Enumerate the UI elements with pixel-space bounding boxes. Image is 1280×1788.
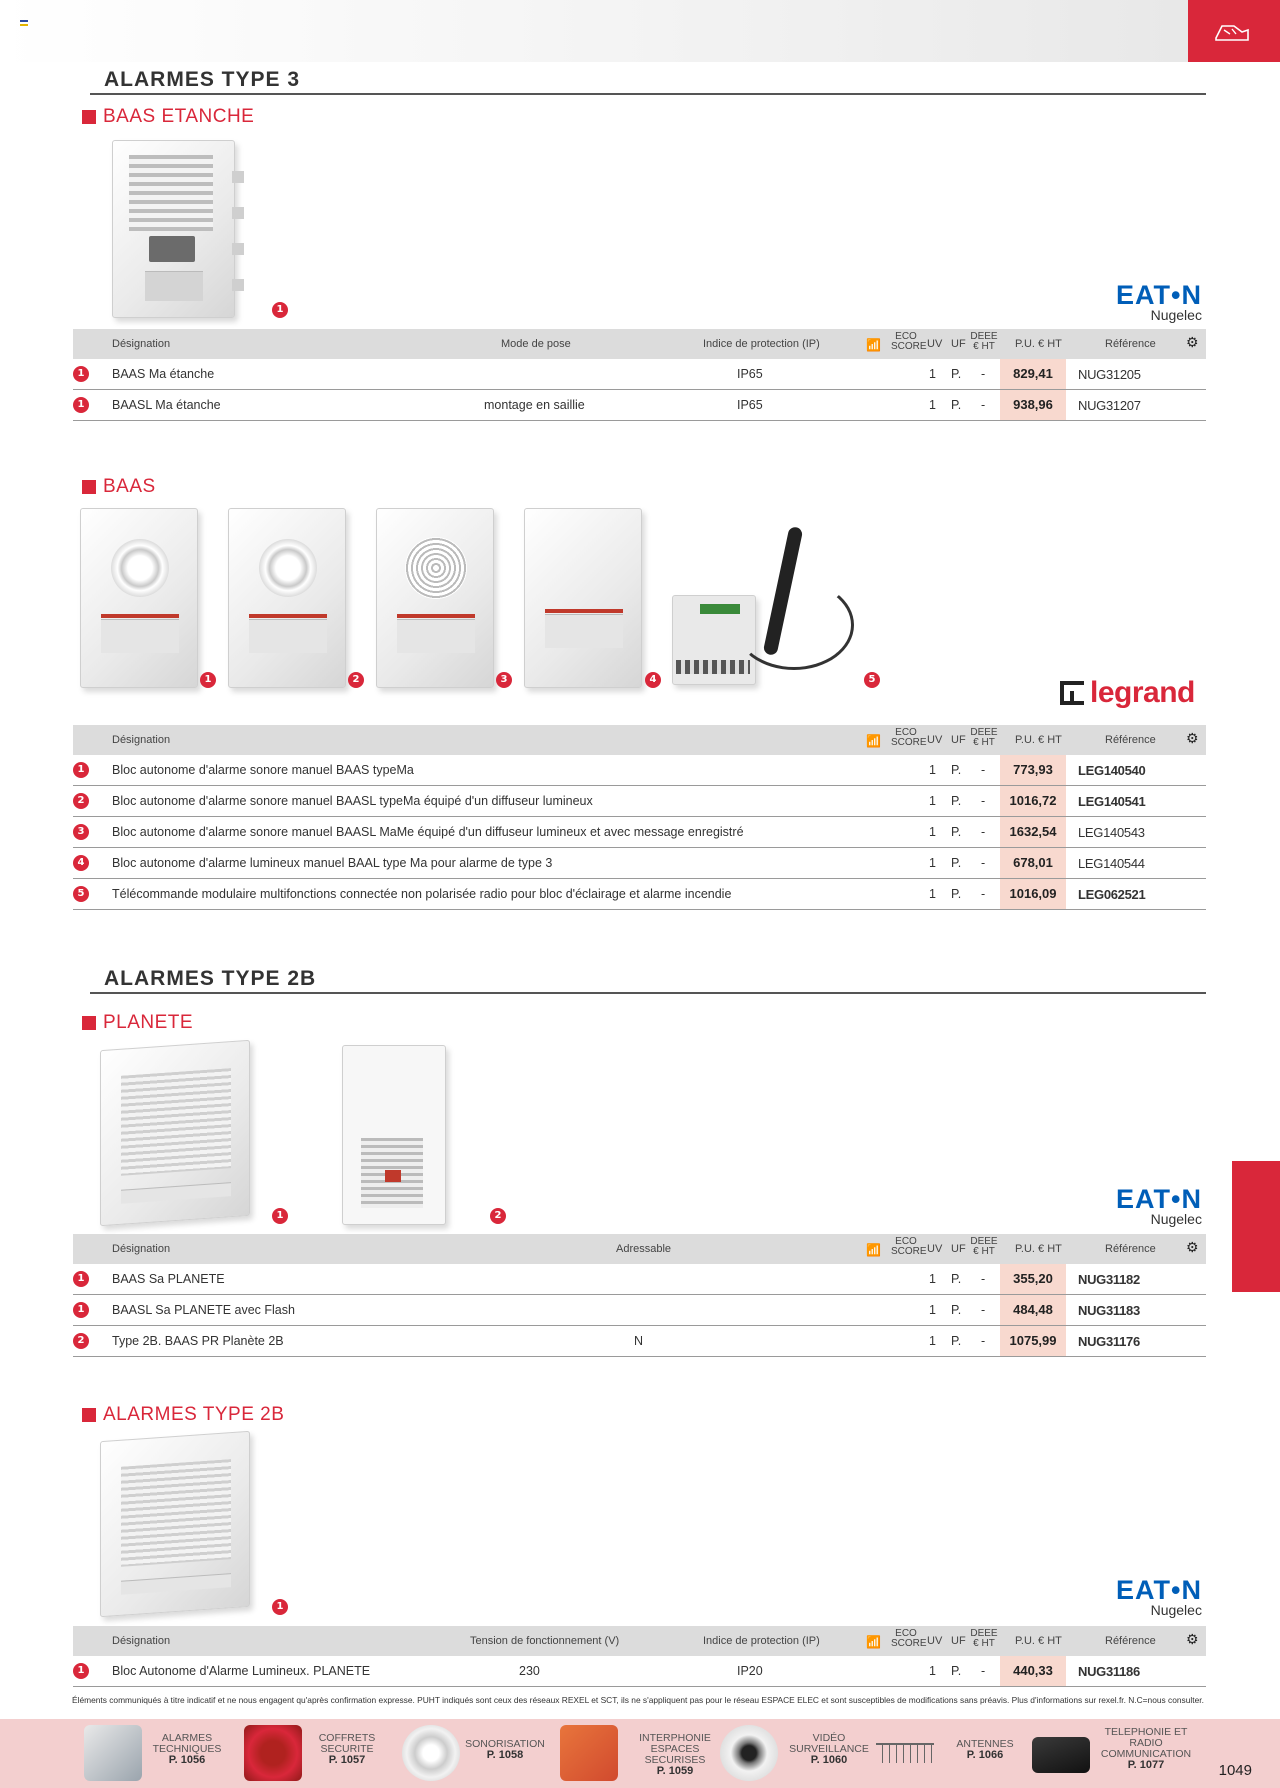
image-number-badge: 1 bbox=[272, 1599, 288, 1615]
product-image-remote-module bbox=[670, 520, 860, 690]
product-image-type2b bbox=[100, 1431, 250, 1617]
intercom-icon bbox=[560, 1725, 618, 1781]
price-cell: 1632,54 bbox=[1000, 817, 1066, 847]
table-row[interactable]: 3 Bloc autonome d'alarme sonore manuel BAASL MaMe équipé d'un diffuseur lumineux et avec message enregistré 1 P. - 1632,54 LEG140543 bbox=[73, 817, 1206, 848]
image-number-badge: 1 bbox=[200, 672, 216, 688]
price-cell: 678,01 bbox=[1000, 848, 1066, 878]
settings-gear-icon[interactable]: ⚙ bbox=[1186, 1239, 1199, 1255]
table-header: Désignation Adressable 📶 ECO SCORE UV UF DEEE € HT P.U. € HT Référence ⚙ bbox=[73, 1234, 1206, 1264]
section-title: ALARMES TYPE 3 bbox=[104, 68, 301, 91]
table-row[interactable]: 1 BAASL Sa PLANETE avec Flash 1 P. - 484,48 NUG31183 bbox=[73, 1295, 1206, 1326]
eaton-logo: EAT•N Nugelec bbox=[1116, 280, 1202, 323]
telephone-icon bbox=[1032, 1737, 1090, 1773]
page-number: 1049 bbox=[1218, 1762, 1252, 1779]
image-number-badge: 1 bbox=[272, 1208, 288, 1224]
table-row[interactable]: 2 Bloc autonome d'alarme sonore manuel BAASL typeMa équipé d'un diffuseur lumineux 1 P. - 1016,72 LEG140541 bbox=[73, 786, 1206, 817]
wifi-icon: 📶 bbox=[866, 1635, 881, 1649]
category-tab[interactable] bbox=[1188, 0, 1280, 62]
table-row[interactable]: 4 Bloc autonome d'alarme lumineux manuel BAAL type Ma pour alarme de type 3 1 P. - 678,01 LEG140544 bbox=[73, 848, 1206, 879]
speaker-icon bbox=[402, 1725, 460, 1781]
subsection-title bbox=[82, 1012, 193, 1034]
image-number-badge: 3 bbox=[496, 672, 512, 688]
price-cell: 1016,72 bbox=[1000, 786, 1066, 816]
subsection-title bbox=[82, 476, 156, 498]
disclaimer-text: Éléments communiqués à titre indicatif et ne nous engagent qu'après confirmation expresse. PUHT indiqués sont ceux des réseaux REXEL et SCT, ils ne s'appliquent pas pour le réseau ESPACE ELEC et sont susceptibles de modifications sans préavis. Plus d'informations sur rexel.fr. N.C=nous consulter. bbox=[72, 1695, 1204, 1705]
table-header: Désignation Tension de fonctionnement (V) Indice de protection (IP) 📶 ECO SCORE UV UF DEEE € HT P.U. € HT Référence ⚙ bbox=[73, 1626, 1206, 1656]
camera-icon bbox=[720, 1725, 778, 1781]
alarm-panel-icon bbox=[84, 1725, 142, 1781]
flag-icon bbox=[20, 20, 28, 26]
price-cell: 1016,09 bbox=[1000, 879, 1066, 909]
table-row[interactable]: 1 BAASL Ma étanche montage en saillie IP65 1 P. - 938,96 NUG31207 bbox=[73, 390, 1206, 421]
subsection-title bbox=[82, 106, 254, 128]
image-number-badge: 1 bbox=[272, 302, 288, 318]
wifi-icon: 📶 bbox=[866, 734, 881, 748]
product-image-baas-1 bbox=[80, 508, 198, 688]
image-number-badge: 2 bbox=[348, 672, 364, 688]
subsection-label: BAAS ETANCHE bbox=[103, 106, 255, 127]
square-bullet-icon bbox=[82, 1016, 96, 1030]
square-bullet-icon bbox=[82, 480, 96, 494]
settings-gear-icon[interactable]: ⚙ bbox=[1186, 334, 1199, 350]
legrand-logo: legrand bbox=[1060, 676, 1195, 710]
price-cell: 484,48 bbox=[1000, 1295, 1066, 1325]
safety-box-icon bbox=[244, 1725, 302, 1781]
wifi-icon: 📶 bbox=[866, 338, 881, 352]
table-row[interactable]: 1 BAAS Sa PLANETE 1 P. - 355,20 NUG31182 bbox=[73, 1264, 1206, 1295]
subsection-title bbox=[82, 1404, 284, 1426]
image-number-badge: 5 bbox=[864, 672, 880, 688]
price-cell: 938,96 bbox=[1000, 390, 1066, 420]
product-table-baas-etanche bbox=[73, 329, 1206, 421]
product-image-baas-4 bbox=[524, 508, 642, 688]
image-number-badge: 2 bbox=[490, 1208, 506, 1224]
price-cell: 829,41 bbox=[1000, 359, 1066, 389]
price-cell: 355,20 bbox=[1000, 1264, 1066, 1294]
table-row[interactable]: 1 Bloc Autonome d'Alarme Lumineux. PLANETE 230 IP20 1 P. - 440,33 NUG31186 bbox=[73, 1656, 1206, 1687]
table-row[interactable]: 1 Bloc autonome d'alarme sonore manuel BAAS typeMa 1 P. - 773,93 LEG140540 bbox=[73, 755, 1206, 786]
top-bar bbox=[0, 0, 1280, 62]
footer-navigation: ALARMES TECHNIQUES P. 1056 COFFRETS SECURITE P. 1057 SONORISATION P. 1058 INTERPHONIE ESPACES SECURISES P. 1059 VIDÉO SURVEILLANCE P. 1060 ANTENNES P. 1066 TELEPHONIE ET RADIO COMMUNICATION P. 1077 bbox=[0, 1719, 1280, 1788]
wifi-icon: 📶 bbox=[866, 1243, 881, 1257]
settings-gear-icon[interactable]: ⚙ bbox=[1186, 1631, 1199, 1647]
subsection-label: BAAS bbox=[103, 476, 156, 497]
product-image-baas-3 bbox=[376, 508, 494, 688]
square-bullet-icon bbox=[82, 1408, 96, 1422]
table-row[interactable]: 1 BAAS Ma étanche IP65 1 P. - 829,41 NUG31205 bbox=[73, 359, 1206, 390]
product-image-baas-2 bbox=[228, 508, 346, 688]
product-image-planete-1 bbox=[100, 1040, 250, 1226]
antenna-icon bbox=[876, 1743, 934, 1763]
section-title: ALARMES TYPE 2B bbox=[104, 967, 317, 990]
section-divider bbox=[90, 992, 1206, 994]
eaton-logo: EAT•N Nugelec bbox=[1116, 1575, 1202, 1618]
siren-alarm-icon bbox=[1212, 20, 1252, 44]
image-number-badge: 4 bbox=[645, 672, 661, 688]
product-table-planete bbox=[73, 1234, 1206, 1357]
product-image-planete-2 bbox=[342, 1045, 446, 1225]
side-tab[interactable] bbox=[1232, 1161, 1280, 1292]
subsection-label: PLANETE bbox=[103, 1012, 194, 1033]
section-divider bbox=[90, 93, 1206, 95]
table-header: Désignation Mode de pose Indice de protection (IP) 📶 ECO SCORE UV UF DEEE € HT P.U. € HT Référence ⚙ bbox=[73, 329, 1206, 359]
product-table-type2b bbox=[73, 1626, 1206, 1687]
price-cell: 773,93 bbox=[1000, 755, 1066, 785]
table-header: Désignation 📶 ECO SCORE UV UF DEEE € HT P.U. € HT Référence ⚙ bbox=[73, 725, 1206, 755]
table-row[interactable]: 5 Télécommande modulaire multifonctions connectée non polarisée radio pour bloc d'éclairage et alarme incendie 1 P. - 1016,09 LEG062521 bbox=[73, 879, 1206, 910]
price-cell: 1075,99 bbox=[1000, 1326, 1066, 1356]
product-image-baas-etanche bbox=[112, 140, 235, 318]
settings-gear-icon[interactable]: ⚙ bbox=[1186, 730, 1199, 746]
product-table-baas bbox=[73, 725, 1206, 910]
eaton-logo: EAT•N Nugelec bbox=[1116, 1184, 1202, 1227]
subsection-label: ALARMES TYPE 2B bbox=[103, 1404, 285, 1425]
table-row[interactable]: 2 Type 2B. BAAS PR Planète 2B N 1 P. - 1075,99 NUG31176 bbox=[73, 1326, 1206, 1357]
square-bullet-icon bbox=[82, 110, 96, 124]
price-cell: 440,33 bbox=[1000, 1656, 1066, 1686]
